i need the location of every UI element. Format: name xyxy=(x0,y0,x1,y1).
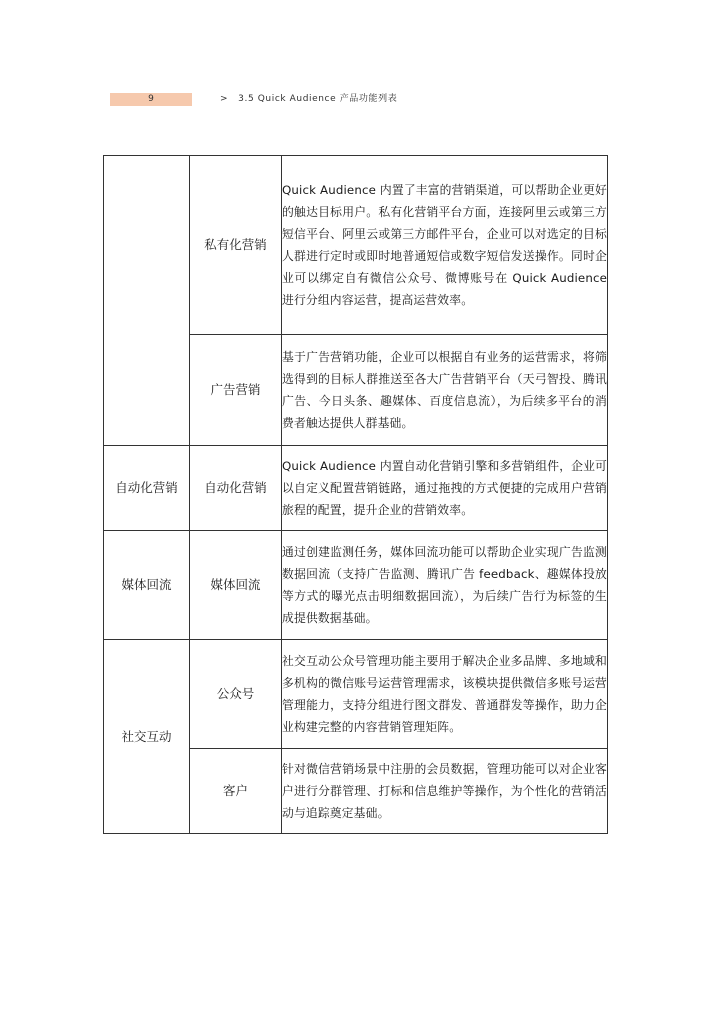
subcategory-cell: 自动化营销 xyxy=(190,446,282,531)
subcategory-cell: 客户 xyxy=(190,749,282,834)
table-row xyxy=(104,531,608,640)
chevron-right-icon: > xyxy=(220,94,229,104)
category-cell: 社交互动 xyxy=(104,640,190,834)
table-row xyxy=(104,446,608,531)
description-cell: 基于广告营销功能，企业可以根据自有业务的运营需求，将筛选得到的目标人群推送至各大广告营销平台（天弓智投、腾讯广告、今日头条、趣媒体、百度信息流），为后续多平台的消费者触达提供人群基础。 xyxy=(282,335,608,446)
section-title: 3.5 Quick Audience 产品功能列表 xyxy=(238,94,398,104)
description-cell: Quick Audience 内置了丰富的营销渠道，可以帮助企业更好的触达目标用户。私有化营销平台方面，连接阿里云或第三方短信平台、阿里云或第三方邮件平台，企业可以对选定的目标人群进行定时或即时地普通短信或数字短信发送操作。同时企业可以绑定自有微信公众号、微博账号在 Quick Audience 进行分组内容运营，提高运营效率。 xyxy=(282,156,608,335)
category-cell-private xyxy=(104,156,190,446)
description-cell: 社交互动公众号管理功能主要用于解决企业多品牌、多地域和多机构的微信账号运营管理需求，该模块提供微信多账号运营管理能力，支持分组进行图文群发、普通群发等操作，助力企业构建完整的内容营销管理矩阵。 xyxy=(282,640,608,749)
table-row xyxy=(104,156,608,335)
subcategory-cell: 私有化营销 xyxy=(190,156,282,335)
description-cell: 通过创建监测任务，媒体回流功能可以帮助企业实现广告监测数据回流（支持广告监测、腾讯广告 feedback、趣媒体投放等方式的曝光点击明细数据回流），为后续广告行为标签的生成提供数据基础。 xyxy=(282,531,608,640)
description-cell: 针对微信营销场景中注册的会员数据，管理功能可以对企业客户进行分群管理、打标和信息维护等操作，为个性化的营销活动与追踪奠定基础。 xyxy=(282,749,608,834)
subcategory-cell: 媒体回流 xyxy=(190,531,282,640)
category-cell: 自动化营销 xyxy=(104,446,190,531)
subcategory-cell: 广告营销 xyxy=(190,335,282,446)
table-row xyxy=(104,640,608,749)
subcategory-cell: 公众号 xyxy=(190,640,282,749)
page-number: 9 xyxy=(110,93,192,106)
category-cell: 媒体回流 xyxy=(104,531,190,640)
feature-table xyxy=(103,155,608,834)
breadcrumb xyxy=(220,93,397,106)
description-cell: Quick Audience 内置自动化营销引擎和多营销组件，企业可以自定义配置营销链路，通过拖拽的方式便捷的完成用户营销旅程的配置，提升企业的营销效率。 xyxy=(282,446,608,531)
